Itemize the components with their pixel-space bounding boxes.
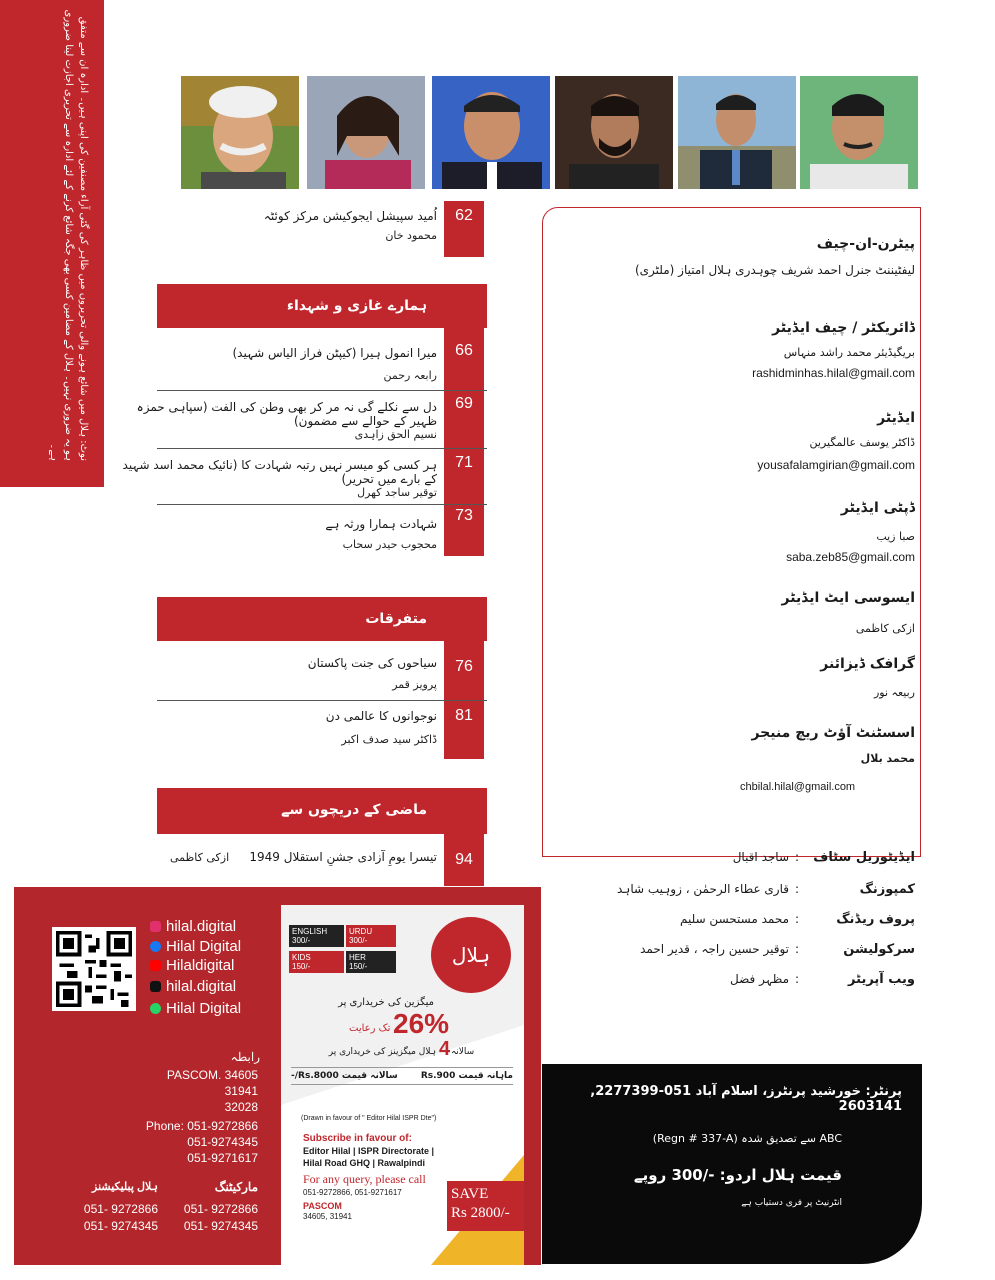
designer-heading: گرافک ڈیزائنر <box>820 656 915 672</box>
toc-author: توقیر ساجد کھرل <box>357 486 437 499</box>
director-heading: ڈائریکٹر / چیف ایڈیٹر <box>772 320 915 336</box>
qr-code[interactable] <box>52 927 136 1011</box>
toc-page-number: 62 <box>444 201 484 233</box>
subscribe-heading: Subscribe in favour of: <box>303 1133 412 1144</box>
hilal-logo: ہلال <box>431 917 511 993</box>
contributor-photo <box>800 76 918 189</box>
research-name: محمد بلال <box>860 752 915 765</box>
toc-title[interactable]: ہر کسی کو میسر نہیں رتبہ شہادت کا (نائیک محمد اسد شہید کے بارے میں تحریر) <box>122 458 437 486</box>
printer-line: پرنٹر: خورشید پرنٹرز، اسلام آباد 051-2277399, 2603141 <box>590 1084 902 1114</box>
youtube-icon <box>150 960 161 971</box>
tiktok-icon <box>150 981 161 992</box>
toc-author: پرویز قمر <box>392 678 437 691</box>
contributor-photo <box>432 76 550 189</box>
staff-row: سرکولیشن:توقیر حسین راجہ ، قدیر احمد <box>640 942 915 957</box>
pascom-label: PASCOM <box>303 1201 342 1211</box>
section-heading: متفرقات <box>157 597 487 641</box>
toc-author: محجوب حیدر سحاب <box>342 538 437 551</box>
toc-title[interactable]: نوجوانوں کا عالمی دن <box>325 709 437 723</box>
marketing-phone[interactable]: 051- 9272866 <box>183 1202 258 1216</box>
social-link[interactable]: Hilaldigital <box>150 957 234 974</box>
research-email[interactable]: chbilal.hilal@gmail.com <box>740 781 856 793</box>
marketing-heading: مارکیٹنگ <box>214 1180 258 1194</box>
query-numbers[interactable]: 051-9272866, 051-9271617 <box>303 1188 402 1197</box>
toc-author: محمود خان <box>385 229 437 242</box>
publications-phone[interactable]: 051- 9274345 <box>83 1219 158 1233</box>
note-text: نوٹ: ہلال میں شائع ہونے والی تحریروں میں ظاہر کی گئی آراء مصنفین کی اپنی ہیں۔ ادارہ ان سے متفق ہو یہ ضروری نہیں۔ ہلال کے مضامین کسی بھی جگہ شائع کرنے کے لئے ادارہ سے تحریری اجازت لینا ضروری ہے۔ <box>48 9 89 461</box>
social-link[interactable]: Hilal Digital <box>150 938 241 955</box>
discount-value: 26% <box>393 1008 450 1039</box>
annual-label: سالانہ <box>451 1047 475 1057</box>
toc-divider <box>157 448 487 449</box>
marketing-phone[interactable]: 051- 9274345 <box>183 1219 258 1233</box>
toc-page-number: 66 <box>455 342 473 359</box>
toc-title[interactable]: تیسرا یومِ آزادی جشنِ استقلال 1949 <box>249 850 437 864</box>
patron-name: لیفٹیننٹ جنرل احمد شریف چوہدری ہلال امتیاز (ملٹری) <box>634 263 915 277</box>
printer-panel <box>542 1064 922 1264</box>
price-card: URDU 300/- <box>346 925 396 947</box>
director-name: بریگیڈیئر محمد راشد منہاس <box>783 346 915 359</box>
annual-sub: ہلال میگزینز کی خریداری پر <box>328 1047 436 1057</box>
price-card: ENGLISH 300/- <box>289 925 344 947</box>
toc-author: ڈاکٹر سید صدف اکبر <box>341 733 437 746</box>
director-email[interactable]: rashidminhas.hilal@gmail.com <box>752 366 915 380</box>
editor-email[interactable]: yousafalamgirian@gmail.com <box>757 458 915 472</box>
contributor-photo <box>678 76 796 189</box>
toc-page-number: 73 <box>455 507 473 524</box>
toc-number-strip <box>444 233 484 257</box>
publications-phone[interactable]: 051- 9272866 <box>83 1202 158 1216</box>
toc-page-number: 94 <box>444 834 484 886</box>
toc-author: ازکی کاظمی <box>170 851 230 864</box>
discount-label: تک رعایت <box>349 1023 391 1034</box>
drawn-note: (Drawn in favour of " Editor Hilal ISPR Dte") <box>301 1115 437 1122</box>
toc-title[interactable]: شہادت ہمارا ورثہ ہے <box>325 517 437 531</box>
contributor-photo <box>181 76 299 189</box>
toc-author: نسیم الحق زاہدی <box>354 428 437 441</box>
contributor-photo <box>555 76 673 189</box>
staff-row: ویب آپریٹر:مظہر فضل <box>730 972 915 987</box>
staff-row: ایڈیٹوریل سٹاف:ساجد اقبال <box>732 850 915 865</box>
save-badge: SAVE Rs 2800/- <box>447 1181 524 1231</box>
social-link[interactable]: hilal.digital <box>150 978 236 995</box>
query-label: For any query, please call <box>303 1172 426 1186</box>
free-online-line: انٹرنیٹ پر فری دستیاب ہے <box>741 1198 842 1208</box>
editor-name: ڈاکٹر یوسف عالمگیرین <box>809 436 915 449</box>
toc-page-number: 69 <box>455 395 473 412</box>
instagram-icon <box>150 921 161 932</box>
section-heading: ماضی کے دریچوں سے <box>157 788 487 832</box>
contact-line: 32028 <box>224 1100 258 1114</box>
patron-heading: پیٹرن-ان-چیف <box>816 236 915 252</box>
staff-row: کمپوزنگ:قاری عطاء الرحمٰن ، زوہیب شاہد <box>617 882 915 897</box>
contact-line[interactable]: 051-9271617 <box>187 1151 258 1165</box>
price-card: KIDS 150/- <box>289 951 344 973</box>
contact-line: 31941 <box>224 1084 258 1098</box>
toc-title[interactable]: میرا انمول ہیرا (کیپٹن فراز الیاس شہید) <box>232 346 437 360</box>
toc-title[interactable]: دل سے نکلے گی نہ مر کر بھی وطن کی الفت (سپاہی حمزہ ظہیر کے حوالے سے مضمون) <box>136 400 437 428</box>
contributor-photo <box>307 76 425 189</box>
subscription-ad[interactable] <box>281 905 524 1265</box>
toc-page-number: 71 <box>455 454 473 471</box>
toc-author: رابعہ رحمن <box>383 369 437 382</box>
whatsapp-icon <box>150 1003 161 1014</box>
price-card: HER 150/- <box>346 951 396 973</box>
pascom-numbers: 34605, 31941 <box>303 1212 352 1221</box>
section-rule <box>157 832 487 834</box>
contact-line[interactable]: 051-9274345 <box>187 1135 258 1149</box>
toc-divider <box>157 390 487 391</box>
subscribe-line: Hilal Road GHQ | Rawalpindi <box>303 1158 426 1168</box>
ad-tagline: میگزین کی خریداری پر <box>338 997 434 1008</box>
editor-heading: ایڈیٹر <box>877 410 915 426</box>
associate-name: ازکی کاظمی <box>855 622 915 635</box>
associate-heading: ایسوسی ایٹ ایڈیٹر <box>781 590 915 606</box>
designer-name: ربیعہ نور <box>874 686 915 699</box>
toc-page-number: 81 <box>455 707 473 724</box>
staff-row: پروف ریڈنگ:محمد مستحسن سلیم <box>679 912 915 927</box>
deputy-name: صبا زیب <box>876 530 915 543</box>
deputy-heading: ڈپٹی ایڈیٹر <box>840 500 915 516</box>
price-summary: ماہانہ قیمت Rs.900 سالانہ قیمت Rs.8000/- <box>291 1067 513 1085</box>
section-heading: ہمارے غازی و شہداء <box>157 284 487 328</box>
toc-title[interactable]: اُمید سپیشل ایجوکیشن مرکز کوئٹہ <box>263 209 437 223</box>
research-heading: اسسٹنٹ آؤٹ ریچ منیجر <box>751 725 915 741</box>
abc-line: ABC سے تصدیق شدہ (Regn # 337-A) <box>652 1132 842 1145</box>
contact-line[interactable]: Phone: 051-9272866 <box>145 1119 258 1133</box>
toc-divider <box>157 700 487 701</box>
toc-page-number: 76 <box>455 658 473 675</box>
toc-divider <box>157 504 487 505</box>
social-link[interactable]: hilal.digital <box>150 918 236 935</box>
contact-heading: رابطہ <box>230 1050 260 1064</box>
facebook-icon <box>150 941 161 952</box>
magazine-count: 4 <box>439 1038 451 1060</box>
deputy-email[interactable]: saba.zeb85@gmail.com <box>786 550 915 564</box>
price-line: قیمت ہلال اردو: -/300 روپے <box>633 1166 842 1184</box>
publications-heading: ہلال پبلیکیشنز <box>92 1181 158 1193</box>
note-panel <box>0 0 104 487</box>
contact-line: PASCOM. 34605 <box>166 1068 258 1082</box>
subscribe-line: Editor Hilal | ISPR Directorate | <box>303 1146 435 1156</box>
social-link[interactable]: Hilal Digital <box>150 1000 241 1017</box>
toc-title[interactable]: سیاحوں کی جنت پاکستان <box>307 656 437 670</box>
